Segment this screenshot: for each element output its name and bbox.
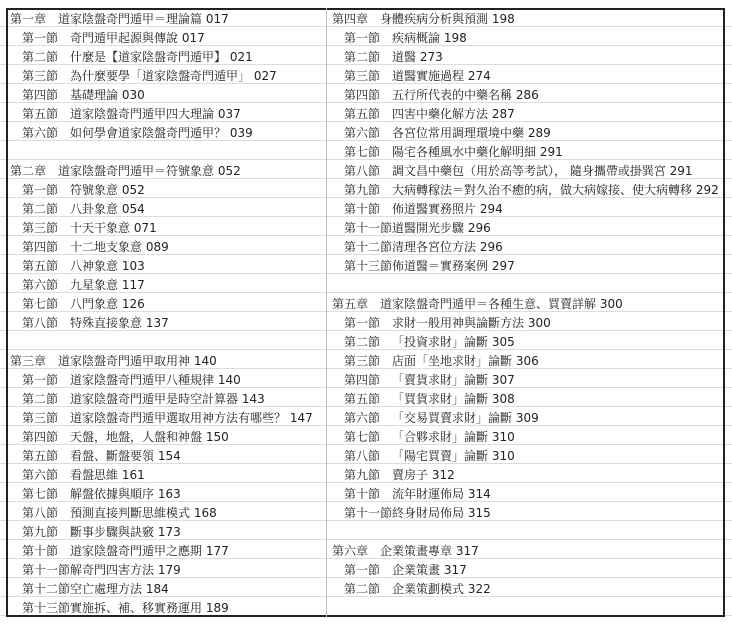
toc-section-row — [332, 238, 722, 257]
toc-blank-row — [10, 333, 324, 352]
section-title: 「陽宅買賣」論斷 310 — [392, 449, 515, 463]
section-number: 第九節 — [344, 183, 381, 197]
section-number: 第三節 — [22, 69, 59, 83]
toc-section-row — [332, 409, 722, 428]
toc-section-row — [10, 523, 324, 542]
toc-section-row — [10, 409, 324, 428]
section-title: 清理各宮位方法 296 — [392, 240, 503, 254]
toc-section-row — [332, 485, 722, 504]
section-title: 店面「坐地求財」論斷 306 — [392, 354, 539, 368]
section-number: 第四節 — [344, 88, 381, 102]
toc-section-row — [10, 485, 324, 504]
section-title: 八神象意 103 — [70, 259, 145, 273]
section-number: 第六節 — [22, 278, 59, 292]
section-title: 看盤、斷盤要領 154 — [70, 449, 181, 463]
section-number: 第十一節 — [344, 506, 393, 520]
section-title: 奇門遁甲起源與傳說 017 — [70, 31, 205, 45]
section-title: 道家陰盤奇門遁甲之應期 177 — [70, 544, 229, 558]
toc-chapter-row — [10, 162, 324, 181]
section-number: 第八節 — [344, 164, 381, 178]
section-title: 什麼是【道家陰盤奇門遁甲】 021 — [70, 50, 253, 64]
section-number: 第九節 — [344, 468, 381, 482]
toc-blank-row — [332, 523, 722, 542]
toc-section-row — [332, 352, 722, 371]
toc-chapter-row — [10, 352, 324, 371]
section-number: 第十節 — [344, 202, 381, 216]
toc-section-row — [10, 219, 324, 238]
column-divider — [326, 8, 327, 617]
toc-blank-row — [332, 276, 722, 295]
toc-section-row — [332, 428, 722, 447]
toc-section-row — [10, 238, 324, 257]
section-number: 第二節 — [22, 202, 59, 216]
toc-section-row — [10, 200, 324, 219]
section-number: 第八節 — [22, 316, 59, 330]
toc-right-column — [332, 10, 722, 599]
section-title: 疾病概論 198 — [392, 31, 467, 45]
chapter-title: 企業策畫專章 317 — [380, 544, 479, 558]
section-number: 第五節 — [344, 392, 381, 406]
chapter-title: 道家陰盤奇門遁甲取用神 140 — [58, 354, 217, 368]
section-title: 十天干象意 071 — [70, 221, 157, 235]
section-number: 第一節 — [344, 563, 381, 577]
toc-section-row — [332, 181, 722, 200]
toc-section-row — [332, 219, 722, 238]
chapter-title: 身體疾病分析與預測 198 — [380, 12, 515, 26]
section-title: 「合夥求財」論斷 310 — [392, 430, 515, 444]
toc-section-row — [332, 257, 722, 276]
section-title: 四害中藥化解方法 287 — [392, 107, 515, 121]
toc-chapter-row — [332, 542, 722, 561]
section-number: 第五節 — [22, 107, 59, 121]
section-title: 企業策畫 317 — [392, 563, 467, 577]
section-number: 第二節 — [344, 582, 381, 596]
section-title: 道醫 273 — [392, 50, 443, 64]
toc-section-row — [10, 276, 324, 295]
section-title: 八卦象意 054 — [70, 202, 145, 216]
section-number: 第七節 — [344, 430, 381, 444]
section-title: 「投資求財」論斷 305 — [392, 335, 515, 349]
section-number: 第一節 — [22, 183, 59, 197]
toc-chapter-row — [332, 10, 722, 29]
section-title: 終身財局佈局 315 — [392, 506, 491, 520]
toc-section-row — [332, 86, 722, 105]
section-title: 解盤依據與順序 163 — [70, 487, 181, 501]
section-number: 第七節 — [22, 487, 59, 501]
section-title: 符號象意 052 — [70, 183, 145, 197]
toc-section-row — [10, 67, 324, 86]
chapter-title: 道家陰盤奇門遁甲＝理論篇 017 — [58, 12, 229, 26]
chapter-number: 第四章 — [332, 12, 369, 26]
section-number: 第十節 — [344, 487, 381, 501]
chapter-number: 第三章 — [10, 354, 47, 368]
section-number: 第五節 — [22, 259, 59, 273]
section-title: 流年財運佈局 314 — [392, 487, 491, 501]
toc-section-row — [10, 504, 324, 523]
section-number: 第十三節 — [344, 259, 393, 273]
toc-section-row — [10, 29, 324, 48]
section-title: 陽宅各種風水中藥化解明細 291 — [392, 145, 563, 159]
chapter-title: 道家陰盤奇門遁甲＝各種生意、買賣詳解 300 — [380, 297, 623, 311]
section-title: 大病轉稼法＝對久治不癒的病，做大病嫁接、使大病轉移 292 — [392, 183, 719, 197]
section-title: 求財一般用神與論斷方法 300 — [392, 316, 551, 330]
toc-section-row — [10, 599, 324, 618]
section-number: 第一節 — [344, 31, 381, 45]
section-number: 第三節 — [22, 221, 59, 235]
section-title: 「交易買賣求財」論斷 309 — [392, 411, 539, 425]
toc-section-row — [10, 466, 324, 485]
section-title: 道家陰盤奇門遁甲是時空計算器 143 — [70, 392, 265, 406]
toc-section-row — [10, 428, 324, 447]
chapter-number: 第二章 — [10, 164, 47, 178]
toc-section-row — [10, 580, 324, 599]
toc-section-row — [332, 371, 722, 390]
section-title: 特殊直接象意 137 — [70, 316, 169, 330]
section-title: 「賣貨求財」論斷 307 — [392, 373, 515, 387]
toc-section-row — [10, 561, 324, 580]
section-title: 看盤思維 161 — [70, 468, 145, 482]
section-title: 斷事步驟與訣竅 173 — [70, 525, 181, 539]
toc-left-column — [10, 10, 324, 618]
chapter-title: 道家陰盤奇門遁甲＝符號象意 052 — [58, 164, 241, 178]
toc-chapter-row — [332, 295, 722, 314]
toc-chapter-row — [10, 10, 324, 29]
toc-blank-row — [10, 143, 324, 162]
toc-section-row — [332, 447, 722, 466]
section-title: 佈道醫＝實務案例 297 — [392, 259, 515, 273]
section-title: 道醫實施過程 274 — [392, 69, 491, 83]
toc-section-row — [10, 105, 324, 124]
section-number: 第十一節 — [22, 563, 71, 577]
section-number: 第五節 — [22, 449, 59, 463]
section-number: 第四節 — [344, 373, 381, 387]
toc-section-row — [332, 314, 722, 333]
section-number: 第十二節 — [344, 240, 393, 254]
section-number: 第三節 — [344, 354, 381, 368]
section-number: 第十一節 — [344, 221, 393, 235]
section-number: 第一節 — [22, 31, 59, 45]
section-title: 「買貨求財」論斷 308 — [392, 392, 515, 406]
chapter-number: 第五章 — [332, 297, 369, 311]
section-number: 第六節 — [344, 411, 381, 425]
section-title: 道家陰盤奇門遁甲選取用神方法有哪些？ 147 — [70, 411, 313, 425]
toc-section-row — [332, 580, 722, 599]
section-number: 第七節 — [344, 145, 381, 159]
section-title: 預測直接判斷思維模式 168 — [70, 506, 217, 520]
section-title: 企業策劃模式 322 — [392, 582, 491, 596]
toc-section-row — [10, 390, 324, 409]
section-title: 調文昌中藥包（用於高等考試）， 隨身攜帶或掛巽宮 291 — [392, 164, 693, 178]
section-title: 九星象意 117 — [70, 278, 145, 292]
toc-section-row — [10, 314, 324, 333]
chapter-number: 第一章 — [10, 12, 47, 26]
section-number: 第八節 — [22, 506, 59, 520]
toc-section-row — [332, 162, 722, 181]
section-number: 第四節 — [22, 430, 59, 444]
section-number: 第三節 — [344, 69, 381, 83]
section-title: 十二地支象意 089 — [70, 240, 169, 254]
toc-section-row — [332, 200, 722, 219]
section-title: 道醫開光步驟 296 — [392, 221, 491, 235]
toc-section-row — [332, 561, 722, 580]
section-number: 第九節 — [22, 525, 59, 539]
toc-section-row — [332, 105, 722, 124]
section-number: 第八節 — [344, 449, 381, 463]
toc-section-row — [332, 143, 722, 162]
toc-section-row — [332, 333, 722, 352]
section-number: 第五節 — [344, 107, 381, 121]
toc-section-row — [10, 86, 324, 105]
section-title: 道家陰盤奇門遁甲八種規律 140 — [70, 373, 241, 387]
toc-section-row — [332, 48, 722, 67]
section-number: 第一節 — [344, 316, 381, 330]
section-number: 第六節 — [22, 468, 59, 482]
toc-section-row — [332, 466, 722, 485]
section-number: 第二節 — [22, 50, 59, 64]
section-title: 道家陰盤奇門遁甲四大理論 037 — [70, 107, 241, 121]
section-number: 第十節 — [22, 544, 59, 558]
section-title: 為什麼要學「道家陰盤奇門遁甲」 027 — [70, 69, 277, 83]
section-title: 基礎理論 030 — [70, 88, 145, 102]
toc-section-row — [10, 447, 324, 466]
toc-section-row — [332, 67, 722, 86]
section-title: 佈道醫實務照片 294 — [392, 202, 503, 216]
section-title: 解奇門四害方法 179 — [70, 563, 181, 577]
toc-section-row — [10, 295, 324, 314]
toc-section-row — [10, 371, 324, 390]
section-number: 第四節 — [22, 240, 59, 254]
toc-section-row — [332, 390, 722, 409]
section-title: 各宮位常用調理環境中藥 289 — [392, 126, 551, 140]
section-title: 天盤，地盤，人盤和神盤 150 — [70, 430, 229, 444]
section-title: 五行所代表的中藥名稱 286 — [392, 88, 539, 102]
toc-section-row — [332, 124, 722, 143]
section-number: 第七節 — [22, 297, 59, 311]
section-number: 第二節 — [344, 50, 381, 64]
toc-section-row — [332, 504, 722, 523]
section-title: 空亡處理方法 184 — [70, 582, 169, 596]
toc-section-row — [332, 29, 722, 48]
toc-section-row — [10, 48, 324, 67]
toc-section-row — [10, 124, 324, 143]
section-number: 第二節 — [344, 335, 381, 349]
chapter-number: 第六章 — [332, 544, 369, 558]
section-number: 第六節 — [344, 126, 381, 140]
section-number: 第四節 — [22, 88, 59, 102]
section-title: 如何學會道家陰盤奇門遁甲？ 039 — [70, 126, 253, 140]
section-title: 實施拆、補、移實務運用 189 — [70, 601, 229, 615]
section-number: 第十三節 — [22, 601, 71, 615]
section-number: 第十二節 — [22, 582, 71, 596]
toc-section-row — [10, 542, 324, 561]
section-number: 第六節 — [22, 126, 59, 140]
toc-section-row — [10, 257, 324, 276]
section-title: 賣房子 312 — [392, 468, 455, 482]
section-title: 八門象意 126 — [70, 297, 145, 311]
section-number: 第一節 — [22, 373, 59, 387]
section-number: 第三節 — [22, 411, 59, 425]
section-number: 第二節 — [22, 392, 59, 406]
toc-section-row — [10, 181, 324, 200]
